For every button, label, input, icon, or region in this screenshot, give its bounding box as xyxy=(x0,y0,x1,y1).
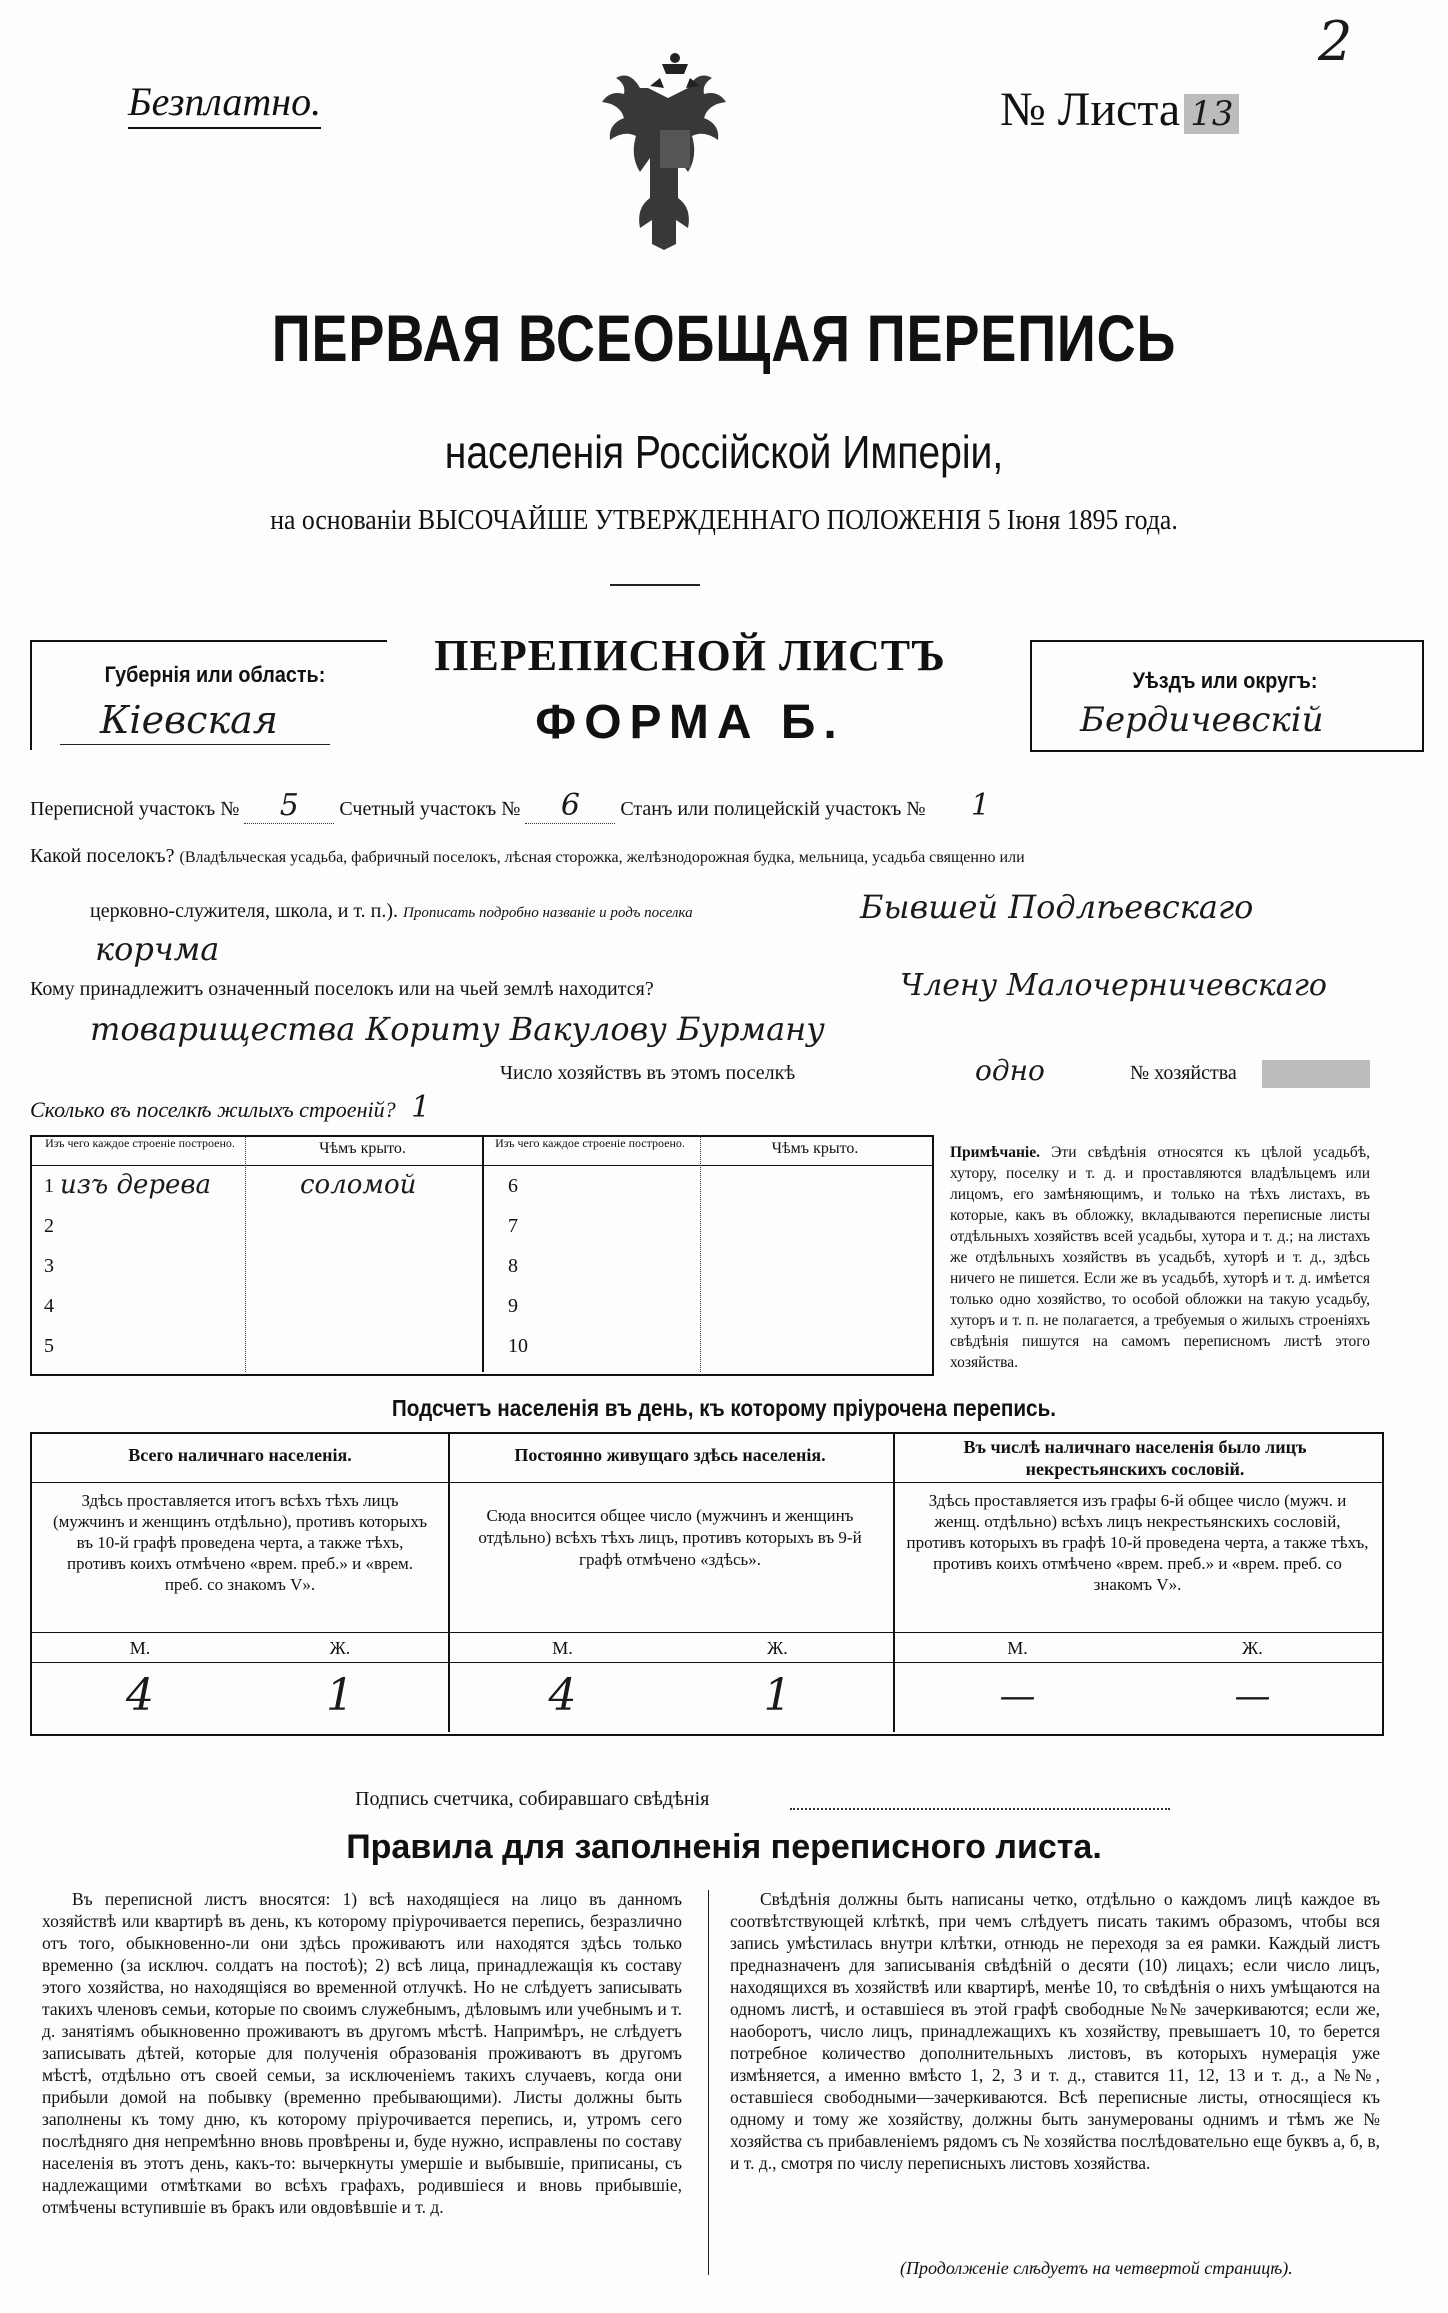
row-number: 10 xyxy=(508,1335,528,1357)
left-material-header: Изъ чего каждое строеніе построено. xyxy=(45,1136,235,1150)
row-number: 6 xyxy=(508,1175,518,1197)
settlement-row xyxy=(30,845,1025,868)
row-number: 2 xyxy=(44,1215,54,1237)
settlement-hint-1: (Владѣльческая усадьба, фабричный поселокъ, лѣсная сторожка, желѣзнодорожная будка, мельница, усадьба священно или xyxy=(179,849,1025,866)
row-number: 1 xyxy=(44,1175,54,1197)
signature-line[interactable] xyxy=(790,1808,1170,1810)
row-number: 7 xyxy=(508,1215,518,1237)
sheet-number-label-text: № Листа xyxy=(1000,83,1181,136)
settlement-value-2[interactable]: корчма xyxy=(95,930,220,968)
form-name: ФОРМА Б. xyxy=(535,696,845,749)
page-number: 2 xyxy=(1318,10,1353,73)
left-roof-header: Чѣмъ крыто. xyxy=(319,1140,406,1157)
pop-col-line-1 xyxy=(448,1432,450,1732)
settlement-question: Какой поселокъ? xyxy=(30,845,175,867)
stan-label: Станъ или полицейскій участокъ № xyxy=(620,798,926,820)
col3-m-label: М. xyxy=(1007,1638,1028,1658)
settlement-value-1[interactable]: Бывшей Подлѣевскаго xyxy=(860,888,1254,926)
col1-title: Всего наличнаго населенія. xyxy=(128,1445,352,1465)
rules-column-divider xyxy=(708,1890,709,2275)
col2-title: Постоянно живущаго здѣсь населенія. xyxy=(514,1445,826,1465)
col2-m-value[interactable]: 4 xyxy=(548,1670,577,1721)
household-number-label: № хозяйства xyxy=(1130,1062,1237,1084)
uezd-value[interactable]: Бердичевскій xyxy=(1080,700,1324,740)
pop-title-line xyxy=(30,1482,1384,1483)
buildings-value[interactable]: 1 xyxy=(411,1090,431,1125)
buildings-question: Сколько въ поселкѣ жилыхъ строеній? xyxy=(30,1097,396,1122)
row-number: 8 xyxy=(508,1255,518,1277)
divider xyxy=(610,584,700,586)
stan-value[interactable]: 1 xyxy=(970,788,990,823)
row-number: 4 xyxy=(44,1295,54,1317)
col2-f-label: Ж. xyxy=(767,1638,788,1658)
remark-label: Примѣчаніе. xyxy=(950,1144,1040,1161)
rules-continued: (Продолженіе слѣдуетъ на четвертой страницѣ). xyxy=(900,2258,1293,2278)
col1-text: Здѣсь проставляется итогъ всѣхъ тѣхъ лицъ (мужчинъ и женщинъ отдѣльно), противъ которыхъ въ 10-й графѣ проведена черта, а также тѣхъ, противъ коихъ отмѣчено «врем. преб.» и «врем. преб. со знакомъ V». xyxy=(53,1491,427,1594)
col1-f-label: Ж. xyxy=(329,1638,351,1658)
col3-m-value[interactable]: — xyxy=(999,1676,1036,1717)
owner-value-2[interactable]: товарищества Кориту Вакулову Бурману xyxy=(90,1010,825,1048)
free-label: Безплатно. xyxy=(128,78,321,129)
col1-m-label: М. xyxy=(129,1638,151,1658)
household-number-value[interactable] xyxy=(1262,1060,1370,1088)
sheet-number-value[interactable]: 13 xyxy=(1184,94,1239,134)
gubernia-underline xyxy=(60,744,330,745)
main-title: ПЕРВАЯ ВСЕОБЩАЯ ПЕРЕПИСЬ xyxy=(271,301,1177,375)
col3-f-value[interactable]: — xyxy=(1234,1676,1271,1717)
gubernia-value[interactable]: Кіевская xyxy=(100,698,278,742)
owner-value-1[interactable]: Члену Малочерничевскаго xyxy=(900,968,1327,1003)
sub-title: населенія Россійской Имперіи, xyxy=(444,426,1004,478)
right-material-header: Изъ чего каждое строеніе построено. xyxy=(495,1136,685,1150)
sheet-number-label xyxy=(1000,82,1239,137)
col1-f-value[interactable]: 1 xyxy=(326,1670,354,1721)
col3-f-label: Ж. xyxy=(1242,1638,1263,1658)
imperial-eagle-emblem xyxy=(600,50,750,280)
col3-text: Здѣсь проставляется изъ графы 6-й общее число (мужч. и женщ. отдѣльно) всѣхъ лицъ некрестьянскихъ сословій, противъ которыхъ въ графѣ 10-й проведена черта, а также тѣхъ, противъ коихъ отмѣчено «врем. преб.» и «врем. преб. со знакомъ V». xyxy=(906,1491,1369,1594)
col2-m-label: М. xyxy=(552,1638,573,1658)
rules-left: Въ переписной листъ вносятся: 1) всѣ находящіеся на лицо въ данномъ хозяйствѣ или квартирѣ въ день, къ которому пріурочивается перепись, безразлично отъ того, обыкновенно-ли они здѣсь проживаютъ или находятся здѣсь только временно (за исключ. солдатъ на постоѣ); 2) всѣ лица, принадлежащія къ составу этого хозяйства, но находящіяся во временной отлучкѣ. Но не слѣдуетъ записывать такихъ членовъ семьи, которые по своимъ служебнымъ, дѣловымъ или учебнымъ и т. д. занятіямъ обыкновенно проживаютъ въ другомъ мѣстѣ. Напримѣръ, не слѣдуетъ записывать дѣтей, которые для полученія образованія проживаютъ въ другомъ мѣстѣ, отдѣльно отъ своей семьи, за исключеніемъ такихъ случаевъ, когда они прибыли домой на побывку (временно пребывающими). Листы должны быть заполнены къ тому дню, къ которому пріурочивается перепись, и, утромъ сего послѣдняго дня непремѣнно вновь провѣрены и, буде нужно, исправлены по составу населенія въ этотъ день, какъ-то: вычеркнуты умершіе и выбывшіе, приписаны, съ надлежащими отмѣтками во всѣхъ графахъ, родившіеся и вновь прибывшіе, отмѣчены вступившіе въ бракъ или овдовѣвшіе и т. д. xyxy=(42,1889,682,2217)
pop-mf-line-top xyxy=(30,1632,1384,1633)
pop-mf-line-bottom xyxy=(30,1662,1384,1663)
settlement-hint-2: церковно-служителя, школа, и т. п.). xyxy=(90,900,398,922)
left-col-line xyxy=(245,1135,246,1372)
rules-heading: Правила для заполненія переписного листа. xyxy=(346,1828,1102,1866)
row-material[interactable]: изъ дерева xyxy=(60,1170,212,1200)
settlement-row-2 xyxy=(90,900,693,923)
census-district-row xyxy=(30,788,1030,824)
right-col-line xyxy=(700,1135,701,1372)
buildings-row xyxy=(30,1090,430,1125)
col1-m-value[interactable]: 4 xyxy=(126,1670,154,1721)
population-heading: Подсчетъ населенія въ день, къ которому пріурочена перепись. xyxy=(391,1395,1057,1421)
uezd-label: Уѣздъ или округъ: xyxy=(1132,668,1318,693)
settlement-hint-3: Прописать подробно названіе и родъ поселка xyxy=(403,905,693,921)
col2-text: Сюда вносится общее число (мужчинъ и женщинъ отдѣльно) всѣхъ тѣхъ лицъ, противъ которыхъ въ 9-й графѣ отмѣчено «здѣсь». xyxy=(478,1506,862,1569)
owner-question: Кому принадлежитъ означенный поселокъ или на чьей землѣ находится? xyxy=(30,978,654,1000)
households-value[interactable]: одно xyxy=(975,1054,1045,1087)
basis-line: на основаніи ВЫСОЧАЙШЕ УТВЕРЖДЕННАГО ПОЛОЖЕНІЯ 5 Іюня 1895 года. xyxy=(270,505,1178,536)
form-sheet-title: ПЕРЕПИСНОЙ ЛИСТЪ xyxy=(434,631,946,680)
pop-col-line-2 xyxy=(893,1432,895,1732)
col2-f-value[interactable]: 1 xyxy=(763,1670,792,1721)
table-divider xyxy=(482,1135,484,1372)
count-district-label: Счетный участокъ № xyxy=(339,798,521,820)
row-roof[interactable]: соломой xyxy=(300,1170,417,1200)
rules-right: Свѣдѣнія должны быть написаны четко, отдѣльно о каждомъ лицѣ каждое въ соотвѣтствующей клѣткѣ, при чемъ слѣдуетъ писать такимъ образомъ, чтобы вся запись умѣстилась внутри клѣтки, отнюдь не переходя за ея рамки. Каждый листъ предназначенъ для записыванія свѣдѣній о десяти (10) лицахъ; если число лицъ, находящихся въ хозяйствѣ или квартирѣ, менѣе 10, то свѣдѣнія о нихъ умѣщаются на одномъ листѣ, и оставшіеся въ этой графѣ свободные №№ зачеркиваются; если же, наоборотъ, число лицъ, принадлежащихъ къ хозяйству, превышаетъ 10, то берется потребное количество дополнительныхъ листовъ, въ которыхъ нумерація уже измѣняется, а именно вмѣсто 1, 2, 3 и т. д., ставится 11, 12, 13 и т. д., а №№, оставшіеся свободными—зачеркиваются. Всѣ переписные листы, относящіеся къ одному и тому же хозяйству, должны быть занумерованы однимъ и тѣмъ же № хозяйства съ прибавленіемъ рядомъ съ № хозяйства послѣдовательно еще буквъ а, б, в, и т. д., смотря по числу переписныхъ листовъ хозяйства. xyxy=(730,1889,1380,2173)
signature-label: Подпись счетчика, собиравшаго свѣдѣнія xyxy=(355,1788,710,1810)
row-number: 5 xyxy=(44,1335,54,1357)
remark xyxy=(950,1142,1370,1373)
households-label: Число хозяйствъ въ этомъ поселкѣ xyxy=(500,1062,796,1084)
col3-title: Въ числѣ наличнаго населенія было лицъ некрестьянскихъ сословій. xyxy=(963,1437,1307,1479)
row-number: 3 xyxy=(44,1255,54,1277)
count-district-value[interactable]: 6 xyxy=(525,788,615,824)
gubernia-label: Губернія или область: xyxy=(104,662,326,687)
table-header-line xyxy=(30,1165,934,1166)
right-roof-header: Чѣмъ крыто. xyxy=(771,1140,859,1157)
census-district-label: Переписной участокъ № xyxy=(30,798,240,820)
census-district-value[interactable]: 5 xyxy=(244,788,334,824)
row-number: 9 xyxy=(508,1295,518,1317)
remark-text: Эти свѣдѣнія относятся къ цѣлой усадьбѣ, хутору, поселку и т. д. и проставляются владѣльцемъ или лицомъ, его замѣняющимъ, и только на тѣхъ листахъ, въ которые, какъ въ обложку, вкладываются переписные листы отдѣльныхъ хозяйствъ всей усадьбы, хутора и т. д.; на листахъ же отдѣльныхъ хозяйствъ въ усадьбѣ, хуторѣ и т. д., здѣсь ничего не пишется. Если же въ усадьбѣ, хуторѣ и т. д. имѣется только одно хозяйство, то особой обложки на такую усадьбу, хуторъ и т. п. не полагается, а требуемыя о жилыхъ строеніяхъ свѣдѣнія пишутся на самомъ переписномъ листѣ этого хозяйства. xyxy=(950,1144,1370,1371)
